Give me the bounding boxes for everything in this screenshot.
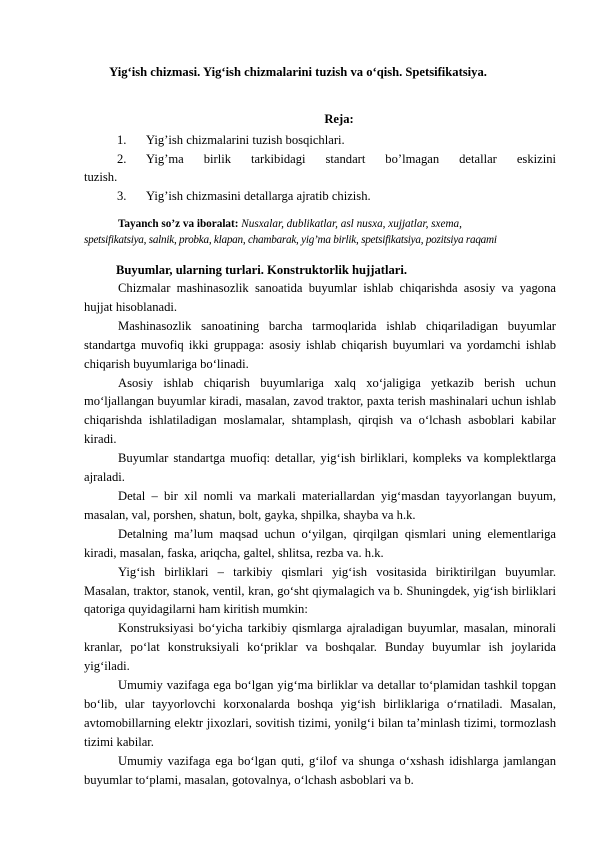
plan-item-text: Yig’ish chizmalarini tuzish bosqichlari. [146, 133, 345, 147]
keywords-line-1: Nusxalar, dublikatlar, asl nusxa, xujjatlar, sxema, [238, 218, 462, 230]
plan-item-number: 3. [117, 188, 127, 203]
paragraph: Buyumlar standartga muofiq: detallar, yig‘ish birliklari, kompleks va komplektlarga ajraladi. [84, 451, 556, 485]
paragraph: Detal – bir xil nomli va markali materiallardan yig‘masdan tayyorlangan buyum, masalan, val, porshen, shatun, bolt, gayka, shpilka, shayba va h.k. [84, 488, 556, 522]
plan-label: Reja: [324, 112, 354, 126]
body-text [84, 279, 556, 789]
plan-item [84, 131, 556, 150]
paragraph: Mashinasozlik sanoatining barcha tarmoqlarida ishlab chiqariladigan buyumlar standartga muvofiq ikki gruppaga: asosiy ishlab chiqarish buyumlari va yordamchi ishlab chiqarish buyumlariga bo‘linadi. [84, 318, 556, 371]
keywords-block [84, 216, 556, 248]
plan-item-number: 2. [117, 151, 127, 166]
plan-item [84, 187, 556, 206]
section-heading: Buyumlar, ularning turlari. Konstruktorlik hujjatlari. [116, 263, 407, 277]
paragraph: Asosiy ishlab chiqarish buyumlariga xalq xo‘jaligiga yetkazib berish uchun mo‘ljallangan buyumlar kiradi, masalan, zavod traktor, paxta terish mashinalari uchun ishlab chiqarishda ishlatiladigan moslamalar, shtamplash, qirqish va o‘lchash asboblari kabilar kiradi. [84, 375, 556, 447]
paragraph: Chizmalar mashinasozlik sanoatida buyumlar ishlab chiqarishda asosiy va yagona hujjat hisoblanadi. [84, 281, 556, 314]
paragraph: Detalning ma’lum maqsad uchun o‘yilgan, qirqilgan qismlari uning elementlariga kiradi, masalan, faska, ariqcha, galtel, shlitsa, rezba va. h.k. [84, 526, 556, 560]
keywords-line-2: spetsifikatsiya, salnik, probka, klapan, chambarak, yig’ma birlik, spetsifikatsiya, pozitsiya raqami [84, 234, 497, 246]
plan-item-continuation: tuzish. [84, 170, 118, 184]
document-title: Yig‘ish chizmasi. Yig‘ish chizmalarini tuzish va o‘qish. Spetsifikatsiya. [109, 65, 487, 79]
plan-list [84, 131, 556, 205]
plan-item-text: Yig’ish chizmasini detallarga ajratib chizish. [146, 188, 371, 203]
paragraph: Umumiy vazifaga ega bo‘lgan quti, g‘ilof va shunga o‘xshash idishlarga jamlangan buyumlar to‘plami, masalan, gotovalnya, o‘lchash asboblari va b. [84, 753, 556, 787]
plan-item [84, 150, 556, 187]
paragraph: Konstruksiyasi bo‘yicha tarkibiy qismlarga ajraladigan buyumlar, masalan, minorali kranlar, po‘lat konstruksiyali ko‘priklar va boshqalar. Bunday buyumlar ish joylarida yig‘iladi. [84, 621, 556, 674]
keywords-label: Tayanch so’z va iboralat: [118, 218, 239, 230]
plan-item-text: Yig’ma birlik tarkibidagi standart bo’lmagan detallar eskizini [146, 151, 556, 166]
paragraph: Yig‘ish birliklari – tarkibiy qismlari yig‘ish vositasida biriktirilgan buyumlar. Masalan, traktor, stanok, ventil, kran, go‘sht qiymalagich va b. Shuningdek, yig‘ish birliklari qatoriga quyidagilarni ham kiritish mumkin: [84, 564, 556, 617]
paragraph: Umumiy vazifaga ega bo‘lgan yig‘ma birliklar va detallar to‘plamidan tashkil topgan bo‘lib, ular tayyorlovchi korxonalarda boshqa yig‘ish birliklariga o‘rnatiladi. Masalan, avtomobillarning elektr jixozlari, sovitish tizimi, yonilg‘i bilan ta’minlash tizimi, tormozlash tizimi kabilar. [84, 678, 556, 749]
plan-item-number: 1. [117, 133, 127, 147]
